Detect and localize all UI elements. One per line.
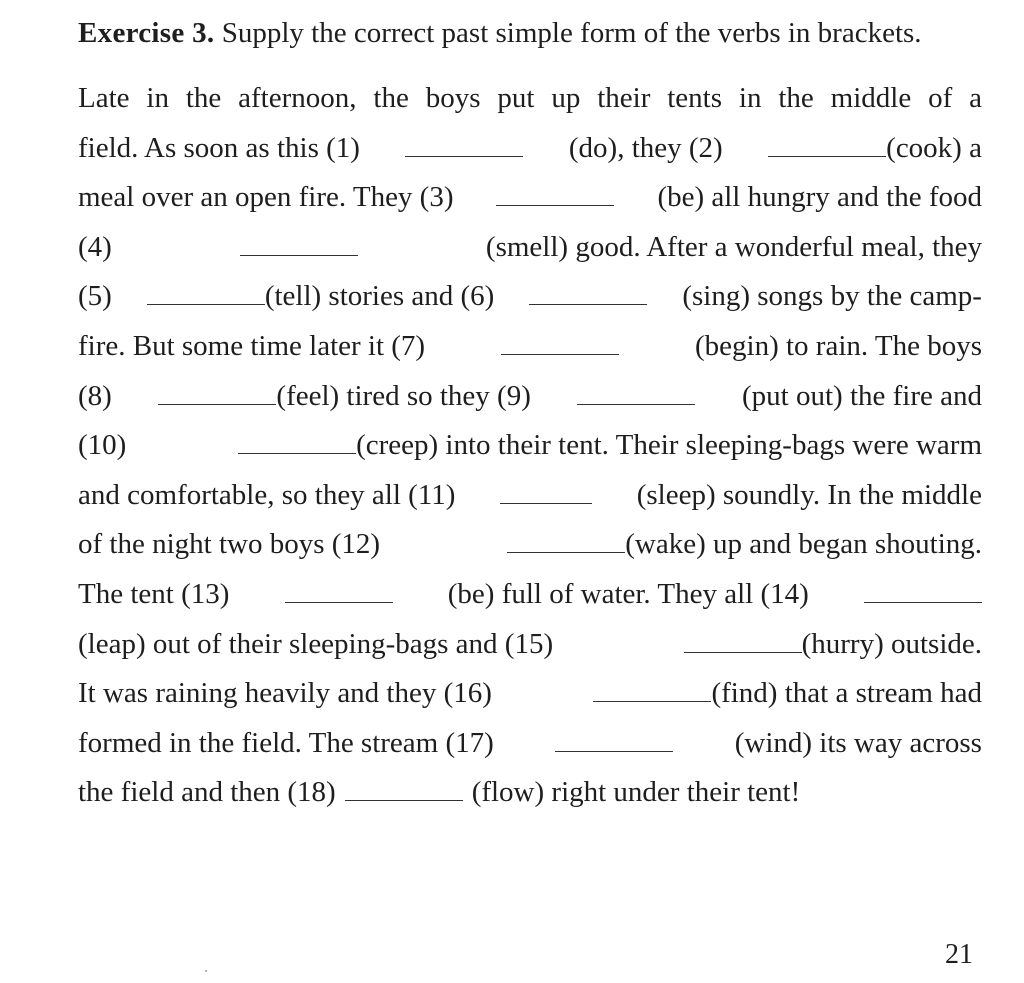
passage-line bbox=[78, 471, 982, 521]
passage-text: (leap) out of their sleeping-bags and (15) bbox=[78, 627, 554, 660]
passage-text: The tent (13) bbox=[78, 577, 230, 610]
passage-text: (do), they (2) bbox=[568, 131, 723, 164]
answer-blank[interactable] bbox=[593, 700, 711, 702]
passage-text: (sleep) soundly. In the middle bbox=[636, 478, 982, 511]
answer-blank[interactable] bbox=[501, 353, 619, 355]
passage-text: (4) bbox=[78, 230, 112, 263]
answer-blank[interactable] bbox=[238, 452, 356, 454]
passage-line bbox=[78, 520, 982, 570]
passage-text: (flow) right under their tent! bbox=[471, 776, 801, 809]
passage-text: (10) bbox=[78, 429, 127, 462]
passage-text: (be) full of water. They all (14) bbox=[447, 577, 809, 610]
blank-with-verb bbox=[684, 620, 982, 670]
passage-line bbox=[78, 372, 982, 422]
answer-blank[interactable] bbox=[555, 750, 673, 752]
exercise-heading bbox=[78, 14, 982, 52]
passage-text: (feel) tired so they (9) bbox=[276, 379, 531, 412]
exercise-passage bbox=[78, 74, 982, 818]
passage-text: (begin) to rain. The boys bbox=[695, 329, 982, 362]
passage-text: Late in the afternoon, the boys put up their tents in the middle of a bbox=[78, 82, 982, 114]
blank-with-verb bbox=[238, 421, 982, 471]
passage-text: the field and then (18) bbox=[78, 776, 336, 809]
blank-with-verb bbox=[768, 124, 982, 174]
answer-blank[interactable] bbox=[285, 601, 393, 603]
passage-line bbox=[78, 421, 982, 471]
answer-blank[interactable] bbox=[500, 502, 592, 504]
passage-line bbox=[78, 272, 982, 322]
passage-text: (find) that a stream had bbox=[711, 677, 982, 710]
answer-blank[interactable] bbox=[507, 551, 625, 553]
passage-text: (wake) up and began shouting. bbox=[625, 528, 982, 561]
passage-text: (creep) into their tent. Their sleeping-bags were warm bbox=[356, 429, 982, 462]
answer-blank[interactable] bbox=[529, 303, 647, 305]
answer-blank[interactable] bbox=[496, 204, 614, 206]
passage-text: (wind) its way across bbox=[734, 726, 982, 759]
passage-text: field. As soon as this (1) bbox=[78, 131, 360, 164]
passage-line bbox=[78, 620, 982, 670]
worksheet-page bbox=[78, 14, 982, 818]
passage-text: (cook) a bbox=[886, 131, 982, 164]
print-speck bbox=[205, 970, 207, 972]
answer-blank[interactable] bbox=[240, 254, 358, 256]
passage-text: meal over an open fire. They (3) bbox=[78, 181, 454, 214]
passage-text: (tell) stories and (6) bbox=[264, 280, 495, 313]
blank-with-verb bbox=[507, 520, 982, 570]
passage-line bbox=[78, 223, 982, 273]
passage-line bbox=[78, 570, 982, 620]
page-number: 21 bbox=[945, 939, 973, 970]
passage-text: (5) bbox=[78, 280, 112, 313]
answer-blank[interactable] bbox=[147, 303, 265, 305]
passage-line bbox=[78, 768, 982, 818]
answer-blank[interactable] bbox=[768, 155, 886, 157]
answer-blank[interactable] bbox=[864, 601, 982, 603]
answer-blank[interactable] bbox=[158, 403, 276, 405]
passage-text: (sing) songs by the camp- bbox=[682, 280, 982, 313]
blank-with-verb bbox=[593, 669, 982, 719]
passage-text: (be) all hungry and the food bbox=[657, 181, 982, 214]
passage-line bbox=[78, 173, 982, 223]
passage-text: (hurry) outside. bbox=[801, 627, 982, 660]
answer-blank[interactable] bbox=[345, 799, 463, 801]
answer-blank[interactable] bbox=[684, 651, 802, 653]
passage-text: It was raining heavily and they (16) bbox=[78, 677, 492, 710]
passage-line bbox=[78, 124, 982, 174]
passage-text: (put out) the fire and bbox=[742, 379, 982, 412]
blank-with-verb bbox=[158, 372, 530, 422]
passage-line bbox=[78, 669, 982, 719]
passage-text: and comfortable, so they all (11) bbox=[78, 478, 456, 511]
passage-line bbox=[78, 719, 982, 769]
answer-blank[interactable] bbox=[577, 403, 695, 405]
exercise-instruction: Supply the correct past simple form of the verbs in brackets. bbox=[221, 17, 922, 49]
passage-text: formed in the field. The stream (17) bbox=[78, 726, 494, 759]
passage-text: of the night two boys (12) bbox=[78, 528, 381, 561]
passage-text: fire. But some time later it (7) bbox=[78, 329, 426, 362]
blank-with-verb bbox=[147, 272, 495, 322]
passage-line bbox=[78, 74, 982, 124]
exercise-label: Exercise 3. bbox=[78, 17, 215, 49]
passage-text: (8) bbox=[78, 379, 112, 412]
answer-blank[interactable] bbox=[405, 155, 523, 157]
passage-line bbox=[78, 322, 982, 372]
passage-text: (smell) good. After a wonderful meal, they bbox=[485, 230, 982, 263]
